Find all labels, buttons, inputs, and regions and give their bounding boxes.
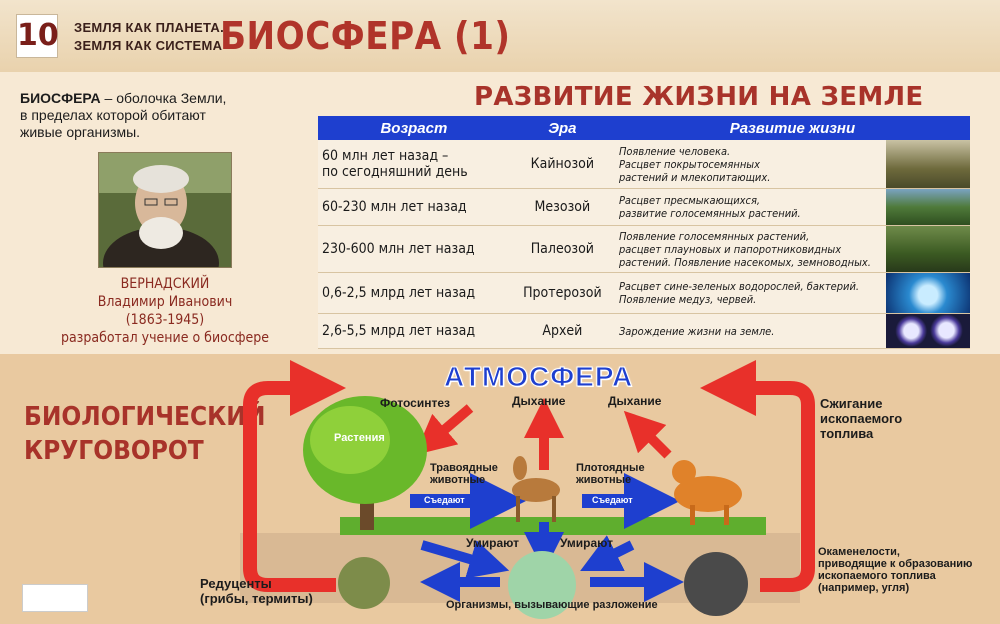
mesozoic-image (886, 189, 970, 226)
row-era: Мезозой (510, 189, 615, 226)
proterozoic-image (886, 273, 970, 314)
table-row (318, 273, 970, 314)
header-age: Возраст (318, 116, 510, 140)
row-life: Расцвет пресмыкающихся, развитие голосемянных растений. (615, 189, 886, 226)
mushrooms-image (338, 557, 390, 609)
definition-text-2: в пределах которой обитают (20, 107, 206, 123)
carnivores-label: Плотоядные животные (576, 462, 645, 486)
eras-table (318, 116, 970, 349)
row-era: Палеозой (510, 226, 615, 273)
header-era: Эра (510, 116, 615, 140)
photosynthesis-label: Фотосинтез (380, 396, 450, 410)
plants-label: Растения (334, 432, 385, 444)
header-life: Развитие жизни (615, 116, 970, 140)
eat-label-1: Съедают (424, 495, 465, 505)
breathing-label-1: Дыхание (512, 394, 566, 408)
portrait-name-1: ВЕРНАДСКИЙ (120, 276, 210, 292)
row-age: 60 млн лет назад – по сегодняшний день (318, 140, 510, 189)
row-era: Протерозой (510, 273, 615, 314)
die-label-2: Умирают (560, 536, 613, 550)
row-era: Кайнозой (510, 140, 615, 189)
definition-text-3: живые организмы. (20, 124, 141, 140)
definition-term: БИОСФЕРА (20, 90, 101, 106)
row-life: Расцвет сине-зеленых водорослей, бактерий. Появление медуз, червей. (615, 273, 886, 314)
vernadsky-portrait (98, 152, 232, 268)
row-age: 2,6-5,5 млрд лет назад (318, 314, 510, 349)
row-age: 0,6-2,5 млрд лет назад (318, 273, 510, 314)
cycle-title-2: КРУГОВОРОТ (24, 436, 204, 466)
eat-label-2: Съедают (592, 495, 633, 505)
page-title: БИОСФЕРА (1) (220, 14, 511, 58)
row-age: 230-600 млн лет назад (318, 226, 510, 273)
page-number: 10 (16, 14, 58, 58)
fuel-burning-label: Сжигание ископаемого топлива (820, 396, 903, 441)
atmosphere-label: АТМОСФЕРА (444, 361, 634, 392)
table-row (318, 226, 970, 273)
die-label-1: Умирают (466, 536, 519, 550)
table-header-row (318, 116, 970, 140)
decomposers-label: Редуценты (грибы, термиты) (200, 576, 313, 606)
paleozoic-image (886, 226, 970, 273)
portrait-years: (1863-1945) (125, 312, 205, 328)
coal-image (684, 552, 748, 616)
table-row (318, 189, 970, 226)
row-life: Появление голосемянных растений, расцвет плауновых и папоротниковидных растений. Появление насекомых, земноводных. (615, 226, 886, 273)
publisher-logo (22, 584, 88, 612)
decomposing-organisms-label: Организмы, вызывающие разложение (446, 599, 658, 611)
breathing-arrow-2 (638, 425, 668, 455)
definition-text-1: – оболочка Земли, (100, 90, 227, 106)
header-subtitle-1: ЗЕМЛЯ КАК ПЛАНЕТА. (74, 20, 225, 35)
row-era: Архей (510, 314, 615, 349)
row-life: Появление человека. Расцвет покрытосемянных растений и млекопитающих. (615, 140, 886, 189)
table-row (318, 314, 970, 349)
cenozoic-image (886, 140, 970, 189)
cycle-title-1: БИОЛОГИЧЕСКИЙ (24, 402, 266, 432)
definition (20, 90, 260, 141)
photosynthesis-arrow (430, 408, 470, 442)
table-row (318, 140, 970, 189)
archaean-image (886, 314, 970, 349)
header-subtitle-2: ЗЕМЛЯ КАК СИСТЕМА (74, 38, 223, 53)
development-title: РАЗВИТИЕ ЖИЗНИ НА ЗЕМЛЕ (474, 82, 924, 112)
row-life: Зарождение жизни на земле. (615, 314, 886, 349)
portrait-caption: разработал учение о биосфере (60, 330, 270, 346)
herbivores-label: Травоядные животные (430, 462, 498, 486)
breathing-label-2: Дыхание (608, 394, 662, 408)
fossils-label: Окаменелости, приводящие к образованию ископаемого топлива (например, угля) (818, 546, 973, 594)
portrait-name-2: Владимир Иванович (97, 294, 233, 310)
row-age: 60-230 млн лет назад (318, 189, 510, 226)
